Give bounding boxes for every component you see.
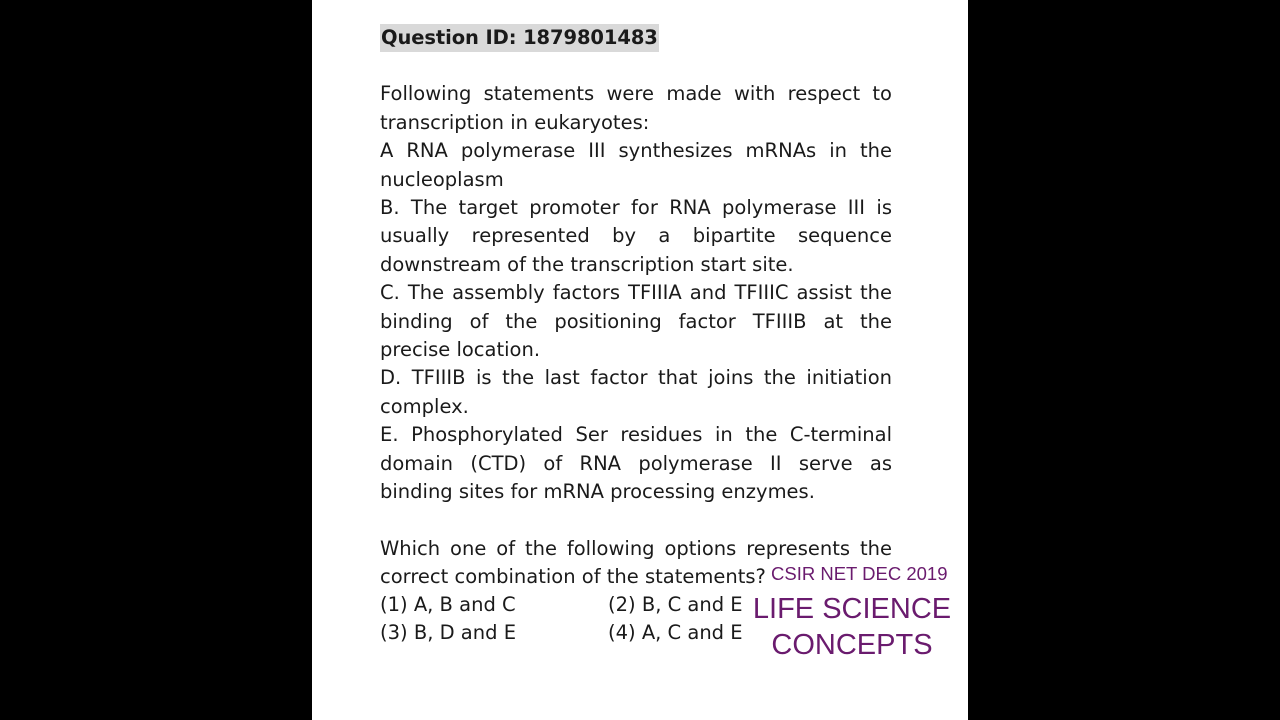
statement-c: C. The assembly factors TFIIIA and TFIIIC assist the binding of the positioning factor TFIIIB at the precise location. (380, 281, 892, 362)
option-2: (2) B, C and E (608, 593, 743, 617)
channel-watermark (752, 591, 952, 663)
statement-b: B. The target promoter for RNA polymerase III is usually represented by a bipartite sequence downstream of the transcription start site. (380, 196, 892, 276)
option-1: (1) A, B and C (380, 593, 516, 617)
channel-name-line2: CONCEPTS (771, 629, 933, 661)
option-3: (3) B, D and E (380, 621, 517, 645)
option-4: (4) A, C and E (608, 621, 743, 645)
intro-text: Following statements were made with respect to transcription in eukaryotes: (380, 82, 892, 134)
statement-a: A RNA polymerase III synthesizes mRNAs in the nucleoplasm (380, 139, 892, 191)
statement-e: E. Phosphorylated Ser residues in the C-terminal domain (CTD) of RNA polymerase II serve as binding sites for mRNA processing enzymes. (380, 423, 892, 504)
statement-d: D. TFIIIB is the last factor that joins the initiation complex. (380, 366, 892, 418)
statements-block (380, 80, 892, 506)
question-text: Which one of the following options represents the correct combination of the statements? (380, 536, 892, 588)
channel-name-line1: LIFE SCIENCE (752, 593, 952, 625)
question-id: Question ID: 1879801483 (380, 24, 659, 52)
question-content (380, 24, 892, 651)
exam-label: CSIR NET DEC 2019 (771, 563, 948, 584)
